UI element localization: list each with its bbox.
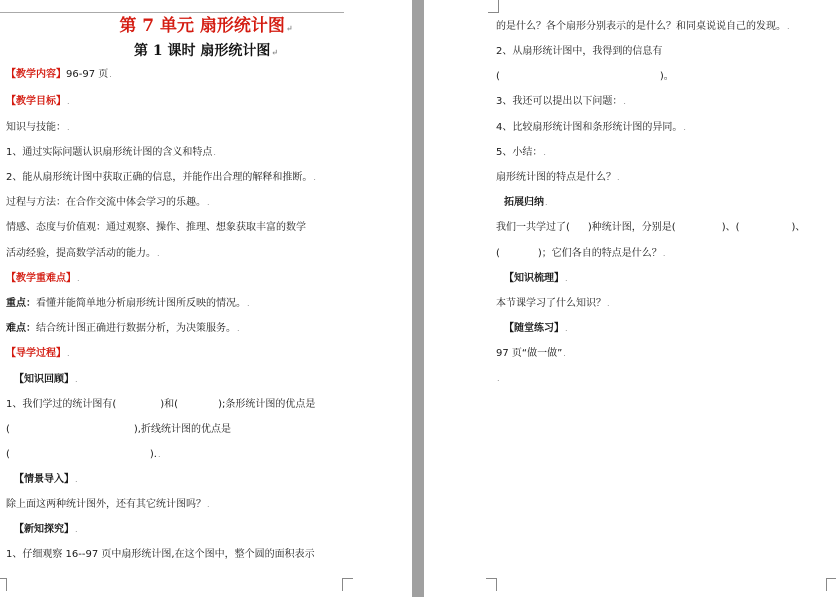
- question-2-answer: ( )。: [496, 71, 674, 82]
- goal-1: 1、通过实际问题认识扇形统计图的含义和特点.: [6, 147, 216, 158]
- question-4: 4、比较扇形统计图和条形统计图的异同。.: [496, 122, 686, 133]
- process-method: 过程与方法：在合作交流中体会学习的乐趣。.: [6, 197, 210, 208]
- key-difficult-heading: 【教学重难点】.: [6, 273, 80, 284]
- difficult-point: 难点：结合统计图正确进行数据分析，为决策服务。.: [6, 323, 240, 334]
- crop-mark-bottom-right: [342, 578, 353, 591]
- page-top-border: [0, 12, 344, 13]
- review-question-1-line-advantage: ( )..: [6, 449, 161, 460]
- empty-paragraph: .: [497, 374, 500, 383]
- summary-text: 本节课学习了什么知识？.: [496, 298, 610, 309]
- explore-heading: 【新知探究】.: [14, 524, 78, 535]
- explore-question-1-continued: 的是什么？各个扇形分别表示的是什么？和同桌说说自己的发现。.: [496, 21, 790, 32]
- unit-title: 第 7 单元 扇形统计图↵: [119, 16, 293, 36]
- question-5: 5、小结：.: [496, 147, 546, 158]
- summary-heading: 【知识梳理】.: [504, 273, 568, 284]
- intro-text: 除上面这两种统计图外，还有其它统计图吗？.: [6, 499, 210, 510]
- practice-heading: 【随堂练习】.: [504, 323, 568, 334]
- page-gutter: [412, 0, 424, 597]
- crop-mark-bottom-left: [486, 578, 497, 591]
- feature-question: 扇形统计图的特点是什么？.: [496, 172, 620, 183]
- crop-mark-top-left: [488, 0, 499, 13]
- crop-mark-bottom-right: [826, 578, 836, 591]
- left-page: [0, 0, 412, 597]
- review-question-1-bar-advantage: ( ),折线统计图的优点是: [6, 424, 231, 435]
- crop-mark-bottom-left: [0, 578, 7, 591]
- extend-heading: 拓展归纳.: [504, 197, 548, 208]
- review-heading: 【知识回顾】.: [14, 374, 78, 385]
- practice-text: 97 页“做一做”.: [496, 348, 566, 359]
- key-point: 重点：看懂并能简单地分析扇形统计图所反映的情况。.: [6, 298, 250, 309]
- explore-question-1: 1、仔细观察 16--97 页中扇形统计图,在这个图中，整个圆的面积表示: [6, 549, 315, 560]
- guided-process-heading: 【导学过程】.: [6, 348, 70, 359]
- intro-heading: 【情景导入】.: [14, 474, 78, 485]
- knowledge-skills: 知识与技能：.: [6, 122, 70, 133]
- goal-2: 2、能从扇形统计图中获取正确的信息，并能作出合理的解释和推断。.: [6, 172, 316, 183]
- review-question-1: 1、我们学过的统计图有( )和( );条形统计图的优点是: [6, 399, 316, 410]
- attitude-line-1: 情感、态度与价值观：通过观察、操作、推理、想象获取丰富的数学: [6, 222, 306, 233]
- question-3: 3、我还可以提出以下问题：.: [496, 96, 626, 107]
- extend-text: 我们一共学过了( )种统计图，分别是( )、( )、: [496, 222, 806, 233]
- teaching-goals-heading: 【教学目标】.: [6, 96, 70, 107]
- question-2: 2、从扇形统计图中，我得到的信息有: [496, 46, 663, 57]
- right-page: [424, 0, 836, 597]
- lesson-title: 第 1 课时 扇形统计图↵: [133, 43, 279, 59]
- extend-text-continued: ( )；它们各自的特点是什么？.: [496, 248, 666, 259]
- attitude-line-2: 活动经验，提高数学活动的能力。.: [6, 248, 160, 259]
- teaching-content: 【教学内容】96-97 页.: [6, 69, 112, 80]
